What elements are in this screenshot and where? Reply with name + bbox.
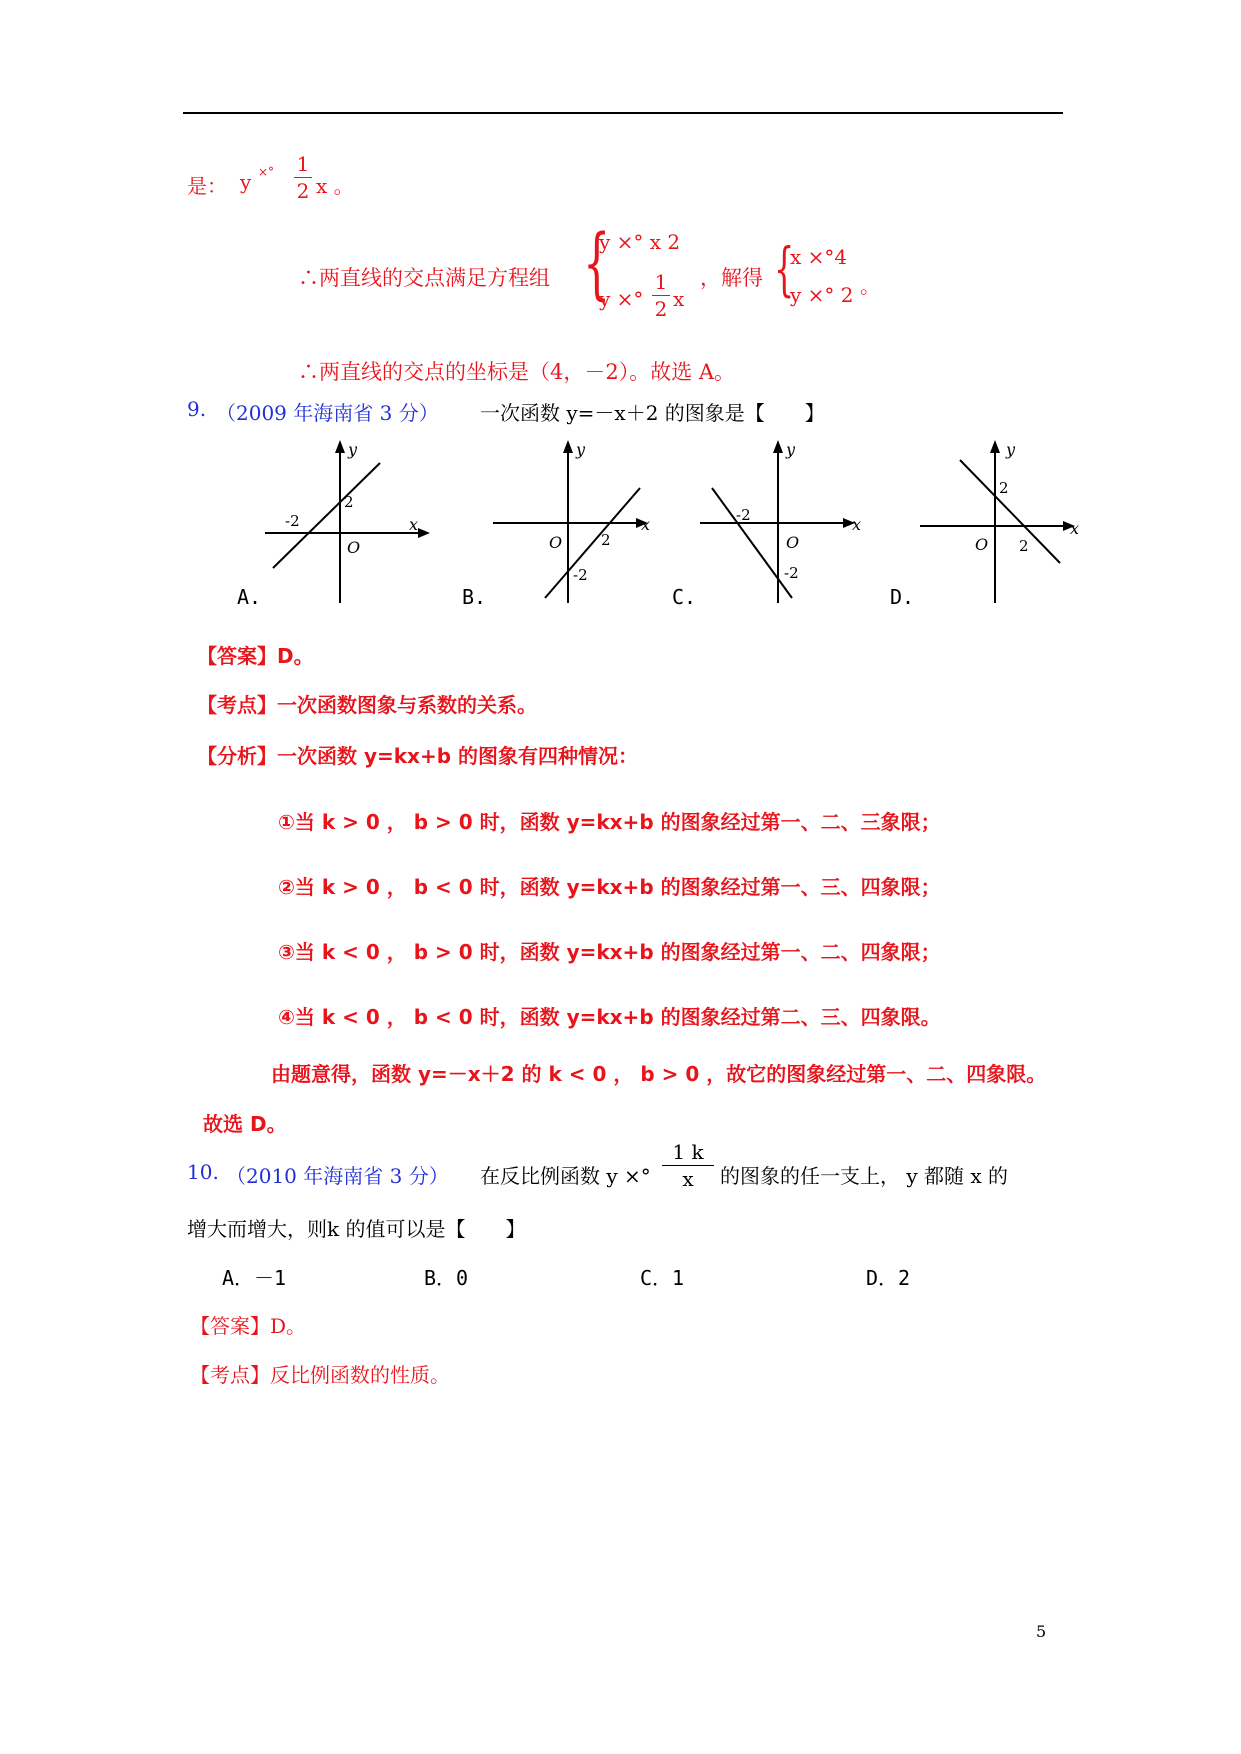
answer9-line xyxy=(197,640,314,669)
solution-y: y ×° 2 xyxy=(790,283,854,307)
q9-text: 一次函数 y=－x＋2 的图象是【 】 xyxy=(480,401,825,425)
header-rule xyxy=(183,112,1063,114)
axis-y-label: y xyxy=(576,440,586,459)
kaodian10-line xyxy=(190,1359,450,1388)
solution-x: x ×°4 xyxy=(790,245,848,269)
fraction-denominator: 2 xyxy=(654,297,668,321)
axis-x-label: x xyxy=(1070,519,1080,538)
q10-option-a: A．－1 xyxy=(222,1266,287,1290)
tick-y-label: 2 xyxy=(344,493,354,511)
fraction-bar xyxy=(662,1165,714,1166)
q10-option-c: C．1 xyxy=(640,1266,685,1290)
q9-number: 9. xyxy=(187,397,207,421)
q10-number: 10. xyxy=(187,1160,219,1184)
fraction-numerator: 1 k xyxy=(672,1140,704,1164)
option-c-label: C. xyxy=(672,585,697,609)
top-line-y: y xyxy=(240,170,252,194)
system-eq2-tail: x xyxy=(673,287,685,311)
choose9: 故选 D。 xyxy=(203,1112,287,1136)
axis-x-label: x xyxy=(852,515,862,534)
fenxi9-line xyxy=(197,740,638,769)
axis-y-label: y xyxy=(1006,440,1016,459)
option-d-label: D. xyxy=(890,585,915,609)
option-b-label: B. xyxy=(462,585,487,609)
q10-text-b: 的图象的任一支上， y 都随 x 的 xyxy=(720,1164,1009,1188)
q10-fraction xyxy=(662,1140,714,1191)
fraction-denominator: x xyxy=(682,1167,694,1191)
case-4: ④当 k < 0 ， b < 0 时，函数 y=kx+b 的图象经过第二、三、四象限。 xyxy=(278,1005,941,1029)
kaodian-text: 反比例函数的性质。 xyxy=(270,1363,450,1387)
q10-source: （2010 年海南省 3 分） xyxy=(226,1164,449,1188)
tick-x-label: -2 xyxy=(285,512,300,530)
summary9: 由题意得，函数 y=－x＋2 的 k < 0 ， b > 0 ，故它的图象经过第一、二、四象限。 xyxy=(271,1062,1047,1086)
graph-b xyxy=(493,438,663,603)
q10-option-d: D．2 xyxy=(866,1266,911,1290)
kaodian-tag: 【考点】 xyxy=(197,693,277,717)
system-eq2-left: y ×° xyxy=(599,287,644,311)
tick-y-label: -2 xyxy=(784,564,799,582)
fraction-bar xyxy=(652,295,670,296)
origin-label: O xyxy=(975,535,989,554)
origin-label: O xyxy=(347,538,361,557)
system-solve: ，解得 xyxy=(700,266,763,290)
origin-label: O xyxy=(549,533,563,552)
top-line-tail: x 。 xyxy=(316,174,354,198)
tick-x-label: 2 xyxy=(1019,537,1029,555)
q9-source: （2009 年海南省 3 分） xyxy=(216,401,439,425)
axis-x-label: x xyxy=(409,515,419,534)
system-eq2-fraction xyxy=(652,270,670,321)
q10-line2: 增大而增大，则k 的值可以是【 】 xyxy=(187,1217,526,1241)
solution-brace: { xyxy=(774,235,795,303)
axis-y-label: y xyxy=(348,440,358,459)
q10-text-a: 在反比例函数 y ×° xyxy=(480,1164,651,1188)
fraction-bar xyxy=(294,177,312,178)
case-3: ③当 k < 0 ， b > 0 时，函数 y=kx+b 的图象经过第一、二、四象限； xyxy=(278,940,941,964)
top-line-fraction xyxy=(294,152,312,203)
answer-value: D。 xyxy=(277,644,314,668)
answer-value: D。 xyxy=(270,1314,307,1338)
graph-a xyxy=(265,438,435,603)
fraction-denominator: 2 xyxy=(296,179,310,203)
fraction-numerator: 1 xyxy=(654,270,668,294)
system-intro: ∴两直线的交点满足方程组 xyxy=(298,266,550,290)
top-line-sym: ×° xyxy=(258,165,275,179)
fraction-numerator: 1 xyxy=(296,152,310,176)
top-line-prefix: 是： xyxy=(187,174,227,198)
tick-y-label: -2 xyxy=(573,566,588,584)
answer10-line xyxy=(190,1310,306,1339)
origin-label: O xyxy=(786,533,800,552)
fenxi-tag: 【分析】 xyxy=(197,744,277,768)
q10-option-b: B．0 xyxy=(424,1266,469,1290)
solution-end: 。 xyxy=(860,274,880,298)
answer-tag: 【答案】 xyxy=(197,644,277,668)
graph-d xyxy=(920,438,1085,603)
tick-x-label: -2 xyxy=(736,506,751,524)
system-eq1: y ×° x 2 xyxy=(599,230,681,254)
system-brace: { xyxy=(583,219,611,309)
answer-tag: 【答案】 xyxy=(190,1314,270,1338)
axis-y-label: y xyxy=(786,440,796,459)
page-number: 5 xyxy=(1036,1622,1047,1641)
case-2: ②当 k > 0 ， b < 0 时，函数 y=kx+b 的图象经过第一、三、四象限； xyxy=(278,875,941,899)
tick-y-label: 2 xyxy=(999,479,1009,497)
option-a-label: A. xyxy=(237,585,262,609)
axis-x-label: x xyxy=(641,515,651,534)
conclusion-line: ∴两直线的交点的坐标是（4，－2）。故选 A。 xyxy=(298,360,736,384)
kaodian-tag: 【考点】 xyxy=(190,1363,270,1387)
case-1: ①当 k > 0 ， b > 0 时，函数 y=kx+b 的图象经过第一、二、三象限； xyxy=(278,810,941,834)
fenxi-text: 一次函数 y=kx+b 的图象有四种情况： xyxy=(277,744,638,768)
kaodian-text: 一次函数图象与系数的关系。 xyxy=(277,693,537,717)
tick-x-label: 2 xyxy=(601,531,611,549)
graph-c xyxy=(700,438,870,603)
kaodian9-line xyxy=(197,689,537,718)
